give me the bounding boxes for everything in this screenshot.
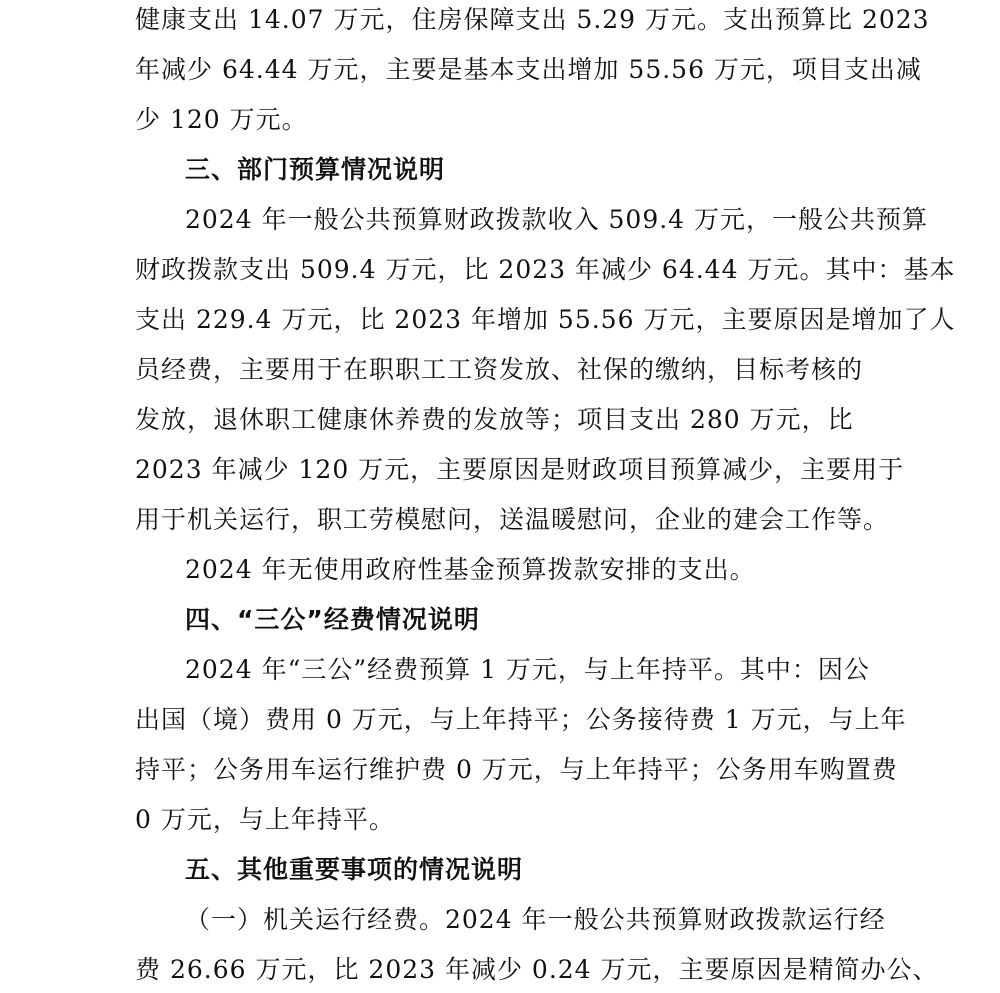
- text-line: 0 万元，与上年持平。: [135, 805, 395, 834]
- section-heading: 四、“三公”经费情况说明: [185, 605, 480, 634]
- text-line: 2024 年无使用政府性基金预算拨款安排的支出。: [185, 555, 756, 584]
- text-line: 员经费，主要用于在职职工工资发放、社保的缴纳，目标考核的: [135, 355, 864, 384]
- text-line: 持平；公务用车运行维护费 0 万元，与上年持平；公务用车购置费: [135, 755, 898, 784]
- section-heading: 五、其他重要事项的情况说明: [185, 855, 524, 884]
- text-line: 2024 年“三公”经费预算 1 万元，与上年持平。其中：因公: [185, 655, 870, 684]
- text-line: 费 26.66 万元，比 2023 年减少 0.24 万元，主要原因是精简办公、: [135, 955, 939, 984]
- text-line: （一）机关运行经费。2024 年一般公共预算财政拨款运行经: [185, 905, 886, 934]
- section-heading: 三、部门预算情况说明: [185, 155, 446, 184]
- text-line: 少 120 万元。: [135, 105, 308, 134]
- text-line: 出国（境）费用 0 万元，与上年持平；公务接待费 1 万元，与上年: [135, 705, 907, 734]
- text-line: 2024 年一般公共预算财政拨款收入 509.4 万元，一般公共预算: [185, 205, 929, 234]
- text-line: 健康支出 14.07 万元，住房保障支出 5.29 万元。支出预算比 2023: [135, 5, 930, 34]
- text-line: 用于机关运行，职工劳模慰问，送温暖慰问，企业的建会工作等。: [135, 505, 890, 534]
- text-line: 财政拨款支出 509.4 万元，比 2023 年减少 64.44 万元。其中：基本: [135, 255, 956, 284]
- text-line: 支出 229.4 万元，比 2023 年增加 55.56 万元，主要原因是增加了人: [135, 305, 956, 334]
- text-line: 年减少 64.44 万元，主要是基本支出增加 55.56 万元，项目支出减: [135, 55, 922, 84]
- text-line: 发放，退休职工健康休养费的发放等；项目支出 280 万元，比: [135, 405, 854, 434]
- text-line: 2023 年减少 120 万元，主要原因是财政项目预算减少，主要用于: [135, 455, 905, 484]
